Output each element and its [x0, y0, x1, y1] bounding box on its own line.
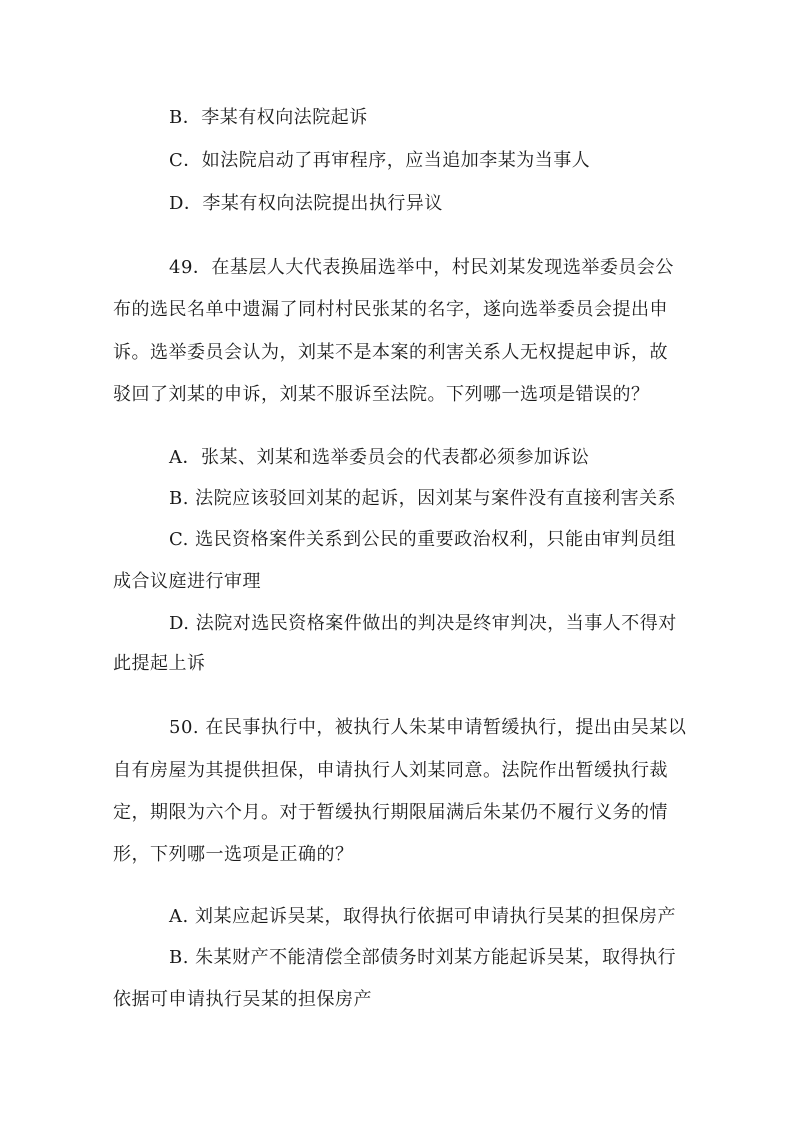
q50-stem-line-3: 定，期限为六个月。对于暂缓执行期限届满后朱某仍不履行义务的情 — [113, 802, 668, 823]
q49-option-c-line-2: 成合议庭进行审理 — [113, 571, 261, 592]
prev-option-c: C．如法院启动了再审程序，应当追加李某为当事人 — [169, 150, 591, 171]
q49-stem-line-3: 诉。选举委员会认为，刘某不是本案的利害关系人无权提起申诉，故 — [113, 342, 668, 363]
q49-stem-line-1: 49．在基层人大代表换届选举中，村民刘某发现选举委员会公 — [169, 257, 674, 278]
q49-stem-line-2: 布的选民名单中遗漏了同村村民张某的名字，遂向选举委员会提出申 — [113, 299, 668, 320]
q50-option-a: A. 刘某应起诉吴某，取得执行依据可申请执行吴某的担保房产 — [169, 906, 676, 927]
q49-option-c-line-1: C. 选民资格案件关系到公民的重要政治权利，只能由审判员组 — [169, 529, 677, 550]
q49-option-d-line-2: 此提起上诉 — [113, 653, 206, 674]
q49-option-b: B. 法院应该驳回刘某的起诉，因刘某与案件没有直接利害关系 — [169, 488, 677, 509]
q49-stem-line-4: 驳回了刘某的申诉，刘某不服诉至法院。下列哪一选项是错误的？ — [113, 384, 650, 405]
q50-stem-line-4: 形，下列哪一选项是正确的？ — [113, 844, 354, 865]
q50-option-b-line-1: B. 朱某财产不能清偿全部债务时刘某方能起诉吴某，取得执行 — [169, 947, 677, 968]
prev-option-b: B．李某有权向法院起诉 — [169, 107, 368, 128]
prev-option-d: D．李某有权向法院提出执行异议 — [169, 193, 443, 214]
q49-option-a: A．张某、刘某和选举委员会的代表都必须参加诉讼 — [169, 447, 590, 468]
q50-option-b-line-2: 依据可申请执行吴某的担保房产 — [113, 989, 372, 1010]
q50-stem-line-2: 自有房屋为其提供担保，申请执行人刘某同意。法院作出暂缓执行裁 — [113, 760, 668, 781]
q49-option-d-line-1: D. 法院对选民资格案件做出的判决是终审判决，当事人不得对 — [169, 613, 677, 634]
q50-stem-line-1: 50. 在民事执行中，被执行人朱某申请暂缓执行，提出由吴某以 — [169, 717, 687, 738]
